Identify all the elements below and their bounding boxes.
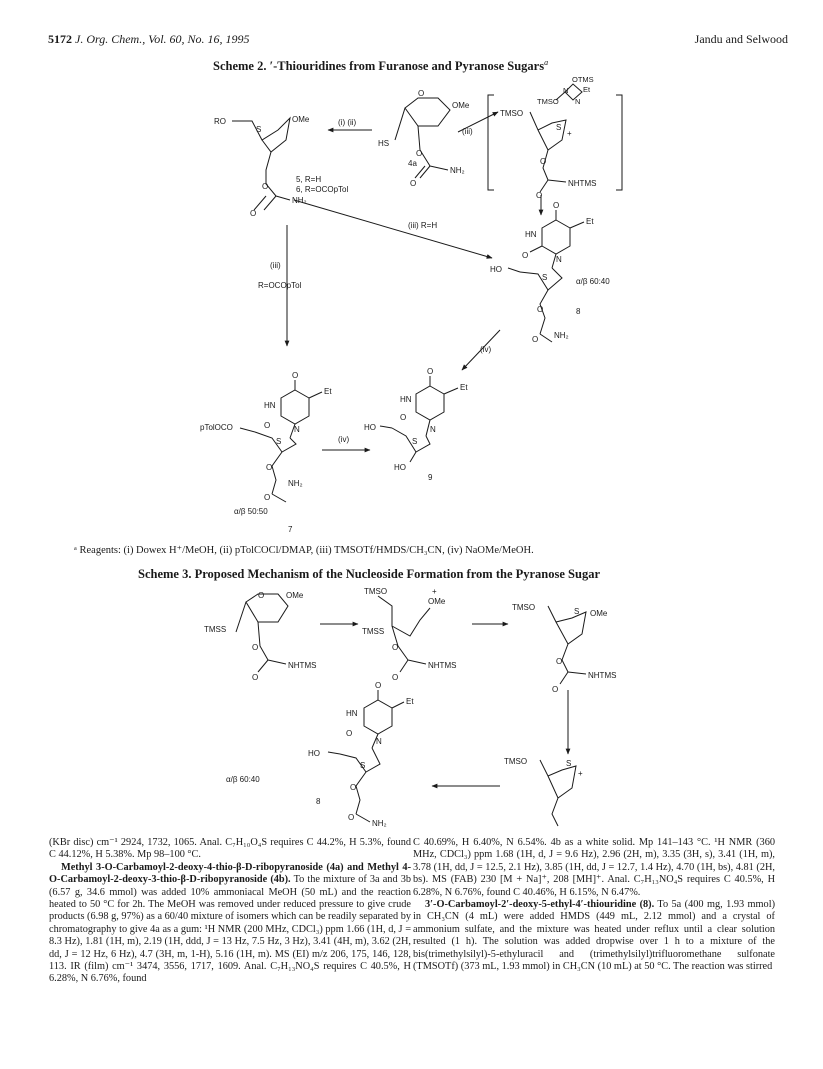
s2-o-5a: O (262, 182, 269, 191)
s3-nh2-8: NH₂ (372, 819, 387, 828)
s2-o-8-c2: O (532, 335, 539, 344)
s2-cond-iii: (iii) (462, 127, 473, 136)
s3-pyranose-structure (236, 594, 288, 672)
s2-s-5: S (256, 125, 262, 134)
s2-nh2-8: NH₂ (554, 331, 569, 340)
left-para-2 (49, 862, 411, 986)
s3-o-1b: O (252, 673, 259, 682)
s3-o-8-side: O (346, 729, 353, 738)
s2-ab6040: α/β 60:40 (576, 277, 610, 286)
s3-ome-1: OMe (286, 591, 304, 600)
s2-et-top: Et (583, 85, 591, 94)
s2-hs: HS (378, 139, 390, 148)
s2-o-7-top: O (292, 371, 299, 380)
s2-hn-8: HN (525, 230, 537, 239)
s3-tmso-3: TMSO (512, 603, 536, 612)
s2-ome-5: OMe (292, 115, 310, 124)
right-para-1: C 40.69%, H 6.40%, N 6.54%. 4b as a white solid. Mp 141–143 °C. ¹H NMR (360 MHz, CDCl₃) ppm 1.68 (1H, d, J = 9.6 Hz), 2.96 (2H, m), 3.35 (3H, s), 3.41 (1H, m), 3.78 (1H, dd, J = 12.5, 2.1 Hz), 3.85 (1H, dd, J = 12.7, 1.4 Hz), 4.70 (1H, bs), 4.81 (2H, bs). MS (FAB) 230 [M + Na]⁺, 208 [MH]⁺. Anal. C₇H₁₃NO₄S requires C 40.5%, H 6.28%, N 6.76%, found C 40.46%, H 6.15%, N 6.47%. (413, 837, 775, 898)
s2-n-a: N (563, 86, 569, 95)
s2-ome-4a: OMe (452, 101, 470, 110)
s3-tmss-2: TMSS (362, 627, 385, 636)
s3-o-1a: O (252, 643, 259, 652)
s2-plus: + (567, 129, 572, 138)
s2-label-9: 9 (428, 473, 433, 482)
s3-ab6040: α/β 60:40 (226, 775, 260, 784)
s2-ptoloco: pTolOCO (200, 423, 233, 432)
bracket-left (488, 95, 494, 190)
s3-label-8: 8 (316, 797, 321, 806)
right-para-2-body: To 5a (400 mg, 1.93 mmol) in CH₃CN (4 mL) were added HMDS (449 mL, 2.12 mmol) and a crystal of ammonium sulfate, and the mixture was heated under reflux until a clear solution resulted (1 h). The solution was added dropwise over 1 h to a mixture of the bis(trimethylsilyl)-5-ethyluracil and (trimethylsilyl)trifluoromethane sulfonate (TMSOTf) (373 mL, 1.93 mmol) in CH₃CN (10 mL) at 50 °C. The reaction was stirred (413, 899, 776, 973)
s2-o-5b: O (250, 209, 257, 218)
bracket-right (616, 95, 622, 190)
s2-n-7: N (294, 425, 300, 434)
s3-nhtms-3: NHTMS (588, 671, 617, 680)
arrow-iii-rh (294, 200, 492, 258)
s2-nh2-5: NH₂ (292, 196, 307, 205)
right-para-2 (413, 899, 775, 973)
right-column (413, 837, 775, 973)
s3-o-2b: O (392, 673, 399, 682)
s2-ho-8: HO (490, 265, 502, 274)
s2-o-c1: O (540, 157, 547, 166)
left-para-2-body: To the mixture of 3a and 3b (6.57 g, 34.6 mmol) was added 10% ammoniacal MeOH (50 mL) and the reaction heated to 50 °C for 2h. The MeOH was removed under reduced pressure to give crude products (6.98 g, 97%) as a 60/40 mixture of isomers which can be readily separated by chromatography to give 4a as a gum: ¹H NMR (200 MHz, CDCl₃) ppm 1.66 (1H, d, J = 8.3 Hz), 1.81 (1H, m), 2.19 (1H, ddd, J = 13 Hz, 7.5 Hz, 3 Hz), 3.41 (4H, m), 3.62 (2H, dd, J = 12 Hz, 6 Hz), 4.7 (3H, m, 1-H), 5.16 (1H, m). MS (EI) m/z 206, 175, 146, 128, 113. IR (film) cm⁻¹ 3474, 3556, 1717, 1609. Anal. C₇H₁₃NO₄S requires C 40.5%, H 6.28%, N 6.76%, found (49, 874, 412, 985)
s3-o-3a: O (556, 657, 563, 666)
s3-plus-4: + (578, 769, 583, 778)
s3-hn-8: HN (346, 709, 358, 718)
s2-o-7-c2: O (264, 493, 271, 502)
s2-cond-r-ocoptol: R=OCOpTol (258, 281, 302, 290)
s2-s-7: S (276, 437, 282, 446)
s3-o-2a: O (392, 643, 399, 652)
s3-o-8-top: O (375, 681, 382, 690)
s3-s-4: S (566, 759, 572, 768)
s3-thiofuranoside-structure (548, 606, 586, 684)
s2-cond-iv-b: (iv) (338, 435, 350, 444)
s2-et-8: Et (586, 217, 594, 226)
journal-name: J. Org. Chem., (75, 32, 146, 46)
s2-s-9: S (412, 437, 418, 446)
s3-o-3b: O (552, 685, 559, 694)
compound-4a-structure (395, 98, 450, 178)
left-para-1: (KBr disc) cm⁻¹ 2924, 1732, 1065. Anal. C₇H₁₀O₄S requires C 44.2%, H 5.3%, found C 44.12%, H 5.38%. Mp 98–100 °C. (49, 837, 411, 861)
s3-compound-8-structure (328, 690, 404, 822)
scheme2-footnote: ᵃ Reagents: (i) Dowex H⁺/MeOH, (ii) pTolCOCl/DMAP, (iii) TMSOTf/HMDS/CH₃CN, (iv) NaOMe/MeOH. (74, 545, 534, 556)
s3-open-chain-structure (378, 596, 430, 672)
scheme2-title-text: Scheme 2. ′-Thiouridines from Furanose and Pyranose Sugars (213, 59, 545, 74)
s2-ab5050: α/β 50:50 (234, 507, 268, 516)
compound-9-structure (380, 376, 458, 462)
s2-cond-iv-a: (iv) (480, 345, 492, 354)
s2-cond-iii-left: (iii) (270, 261, 281, 270)
s3-et-8: Et (406, 697, 414, 706)
s2-tmso-sugar: TMSO (500, 109, 524, 118)
s2-r6: 6, R=OCOpTol (296, 185, 349, 194)
s3-tmso-4: TMSO (504, 757, 528, 766)
scheme3-title: Scheme 3. Proposed Mechanism of the Nucleoside Formation from the Pyranose Sugar (138, 567, 600, 581)
s3-nhtms-2: NHTMS (428, 661, 457, 670)
s2-nh2-4a: NH₂ (450, 166, 465, 175)
s2-cond-iii-rh: (iii) R=H (408, 221, 438, 230)
s3-o-8-c2: O (348, 813, 355, 822)
s3-n-8: N (376, 737, 382, 746)
s2-o-7-c1: O (266, 463, 273, 472)
s2-o-4a-a: O (416, 149, 423, 158)
left-column (49, 837, 411, 986)
s3-plus-2: + (432, 587, 437, 596)
compound-4a-4b-heading: Methyl 3-O-Carbamoyl-2-deoxy-4-thio-β-D-ribopyranoside (4a) and Methyl 4-O-Carbamoyl-2-deoxy-3-thio-β-D-ribopyranoside (4b). (49, 861, 411, 886)
s2-label-4a: 4a (408, 159, 417, 168)
s2-o-4a-ring: O (418, 89, 425, 98)
s2-ro: RO (214, 117, 226, 126)
s3-s-8: S (360, 761, 366, 770)
scheme2-title-mark: a (544, 58, 549, 67)
s2-label-7: 7 (288, 525, 293, 534)
s2-r5: 5, R=H (296, 175, 322, 184)
s2-nh2-7: NH₂ (288, 479, 303, 488)
s2-o-9-side: O (400, 413, 407, 422)
s2-et-7: Et (324, 387, 332, 396)
s2-label-8: 8 (576, 307, 581, 316)
s2-tmso-base: TMSO (537, 97, 559, 106)
s3-tmso-2: TMSO (364, 587, 388, 596)
s2-o-8-top: O (553, 201, 560, 210)
s2-ho-9a: HO (364, 423, 376, 432)
s2-n-b: N (575, 97, 581, 106)
s2-s-8: S (542, 273, 548, 282)
s2-o-4a-b: O (410, 179, 417, 188)
s3-s-3: S (574, 607, 580, 616)
s3-tmss-1: TMSS (204, 625, 227, 634)
s2-n-9: N (430, 425, 436, 434)
s2-o-9-top: O (427, 367, 434, 376)
s2-nhtms: NHTMS (568, 179, 597, 188)
s2-s-cation: S (556, 123, 562, 132)
volume-issue: Vol. 60, No. 16, 1995 (148, 32, 250, 46)
s2-cond-i-ii: (i) (ii) (338, 118, 357, 127)
s2-ho-9b: HO (394, 463, 406, 472)
s2-hn-7: HN (264, 401, 276, 410)
s2-o-c2: O (536, 191, 543, 200)
header-authors: Jandu and Selwood (694, 32, 788, 46)
s2-o-7-side: O (264, 421, 271, 430)
page-number: 5172 (48, 32, 72, 46)
s3-ome-3: OMe (590, 609, 608, 618)
s3-cation-structure (540, 760, 576, 826)
s3-ome-2: OMe (428, 597, 446, 606)
s3-nhtms-1: NHTMS (288, 661, 317, 670)
s2-hn-9: HN (400, 395, 412, 404)
s3-o-8-c1: O (350, 783, 357, 792)
s2-n-8: N (556, 255, 562, 264)
s3-o-ring: O (258, 591, 265, 600)
s2-o-8-side: O (522, 251, 529, 260)
compound-8-heading: 3′-O-Carbamoyl-2′-deoxy-5-ethyl-4′-thiouridine (8). (425, 899, 655, 911)
s2-o-8-c1: O (537, 305, 544, 314)
s3-ho-8: HO (308, 749, 320, 758)
s2-et-9: Et (460, 383, 468, 392)
s2-otms: OTMS (572, 75, 594, 84)
